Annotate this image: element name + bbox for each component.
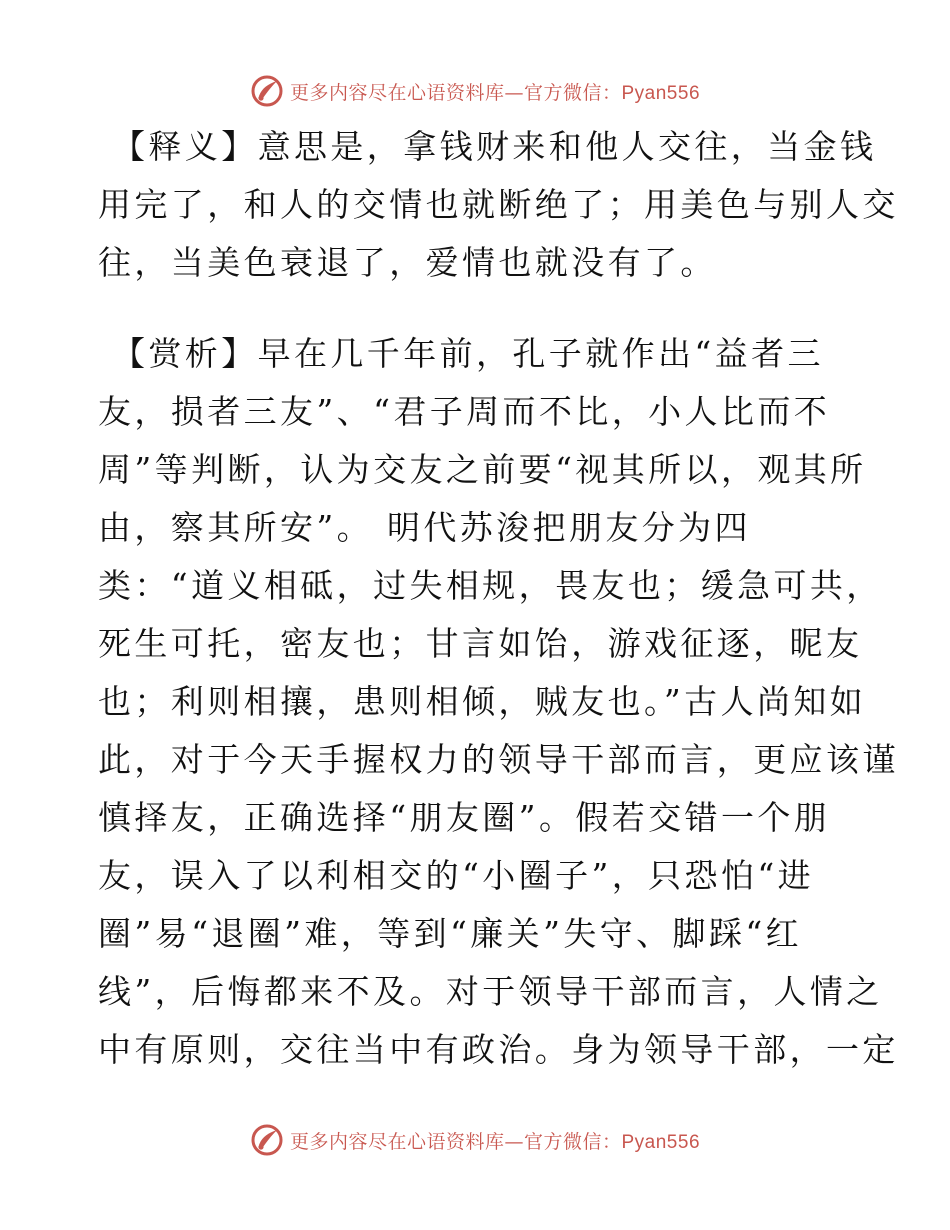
text-line: 友，损者三友”、“君子周而不比，小人比而不 xyxy=(98,392,831,431)
paragraph-analysis xyxy=(98,325,899,1079)
header-banner xyxy=(0,71,950,111)
paragraph-spacer xyxy=(98,292,858,325)
text-line: 周”等判断，认为交友之前要“视其所以，观其所 xyxy=(98,450,867,489)
brush-circle-logo-icon xyxy=(250,1123,284,1157)
text-line: 此，对于今天手握权力的领导干部而言，更应该谨 xyxy=(98,740,899,779)
banner-label: 更多内容尽在心语资料库—官方微信： xyxy=(289,81,622,104)
brush-circle-logo-icon xyxy=(250,74,284,108)
document-body xyxy=(98,118,899,1079)
text-line: 死生可托，密友也；甘言如饴，游戏征逐，昵友 xyxy=(98,624,863,663)
footer-banner xyxy=(0,1120,950,1160)
text-line: 用完了，和人的交情也就断绝了；用美色与别人交 xyxy=(98,185,899,224)
banner-text xyxy=(290,1127,700,1154)
text-line: 线”，后悔都来不及。对于领导干部而言，人情之 xyxy=(98,972,883,1011)
text-line: 往，当美色衰退了，爱情也就没有了。 xyxy=(98,243,717,282)
paragraph-definition xyxy=(98,118,899,292)
banner-text xyxy=(290,78,700,105)
text-line: 友，误入了以利相交的“小圈子”，只恐怕“进 xyxy=(98,856,815,895)
text-line: 也；利则相攘，患则相倾，贼友也。”古人尚知如 xyxy=(98,682,867,721)
text-line: 慎择友，正确选择“朋友圈”。假若交错一个朋 xyxy=(98,798,831,837)
text-line: 由，察其所安”。 明代苏浚把朋友分为四 xyxy=(98,508,751,547)
wechat-id: Pyan556 xyxy=(621,82,701,104)
banner-label: 更多内容尽在心语资料库—官方微信： xyxy=(289,1130,622,1153)
text-line: 【赏析】早在几千年前，孔子就作出“益者三 xyxy=(112,334,824,373)
text-line: 圈”易“退圈”难，等到“廉关”失守、脚踩“红 xyxy=(98,914,803,953)
text-line: 【释义】意思是，拿钱财来和他人交往，当金钱 xyxy=(112,127,877,166)
wechat-id: Pyan556 xyxy=(621,1131,701,1153)
text-line: 类：“道义相砥，过失相规，畏友也；缓急可共， xyxy=(98,566,883,605)
text-line: 中有原则，交往当中有政治。身为领导干部，一定 xyxy=(98,1030,899,1069)
